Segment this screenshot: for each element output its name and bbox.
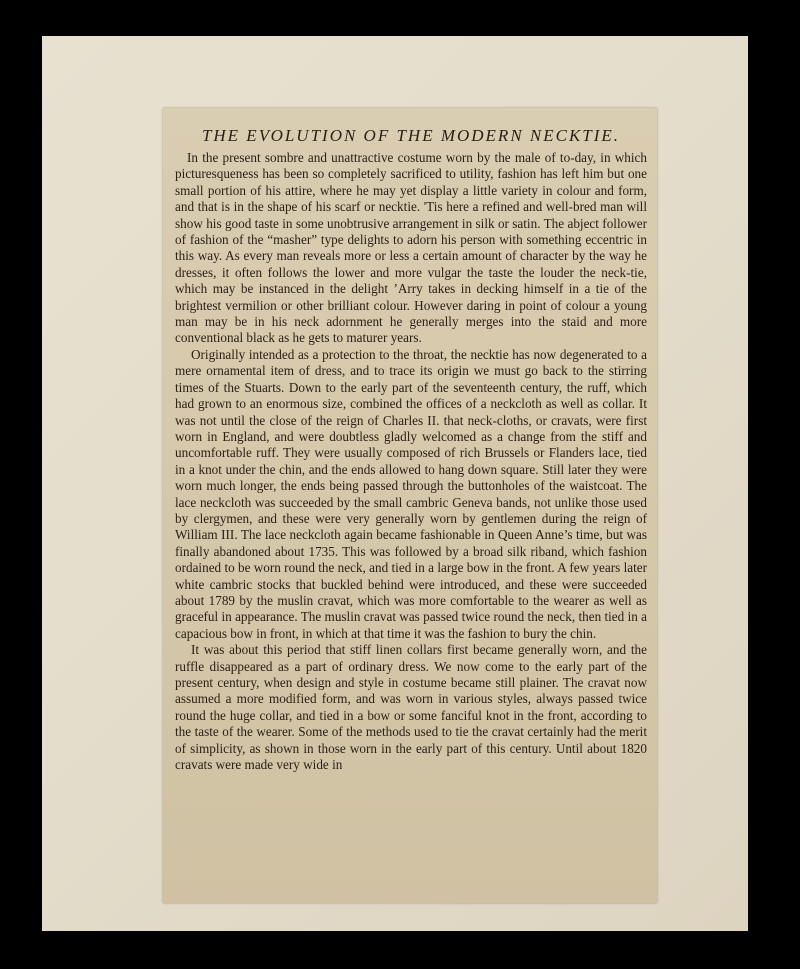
article-paragraph-3: It was about this period that stiff linen collars first became generally worn, and the ruffle disappeared as a part of ordinary dress. We now come to the early part of the present century, when design and style in costume became still plainer. The cravat now assumed a more modified form, and was worn in various styles, always passed twice round the huge collar, and tied in a bow or some fanciful knot in the front, according to the taste of the wearer. Some of the methods used to tie the cravat certainly had the merit of simplicity, as shown in those worn in the early part of this century. Until about 1820 cravats were made very wide in — [175, 642, 647, 773]
article-paragraph-1: In the present sombre and unattractive costume worn by the male of to-day, in which picturesqueness has been so completely sacrificed to utility, fashion has left him but one small portion of his attire, where he may yet display a little variety in colour and form, and that is in the shape of his scarf or necktie. 'Tis here a refined and well-bred man will show his good taste in some unobtrusive arrangement in silk or satin. The abject follower of fashion of the “masher” type delights to adorn his person with something eccentric in this way. As every man reveals more or less a certain amount of character by the way he dresses, it often follows the lower and more vulgar the taste the louder the neck-tie, which may be instanced in the delight ’Arry takes in decking himself in a tie of the brightest vermilion or other brilliant colour. However daring in point of colour a young man may be in his neck adornment he generally merges into the staid and more conventional black as he gets to maturer years. — [175, 150, 647, 346]
article-paragraph-2: Originally intended as a protection to the throat, the necktie has now degenerated to a mere ornamental item of dress, and to trace its origin we must go back to the stirring times of the Stuarts. Down to the early part of the seventeenth century, the ruff, which had grown to an enormous size, combined the offices of a neckcloth as well as collar. It was not until the close of the reign of Charles II. that neck-cloths, or cravats, were first worn in England, and were doubtless gladly welcomed as a change from the stiff and uncomfortable ruff. They were usually composed of rich Brussels or Flanders lace, tied in a knot under the chin, and the ends allowed to hang down square. Still later they were worn much longer, the ends being passed through the buttonholes of the waistcoat. The lace neckcloth was succeeded by the small cambric Geneva bands, not unlike those used by clergymen, and these were very generally worn by gentlemen during the reign of William III. The lace neckcloth again became fashionable in Queen Anne’s time, but was finally abandoned about 1735. This was followed by a broad silk riband, which fashion ordained to be worn round the neck, and tied in a large bow in the front. A few years later white cambric stocks that buckled behind were introduced, and these were succeeded about 1789 by the muslin cravat, which was more comfortable to the wearer as well as graceful in appearance. The muslin cravat was passed twice round the neck, then tied in a capacious bow in front, in which at that time it was the fashion to bury the chin. — [175, 346, 647, 641]
newspaper-clipping — [163, 108, 657, 903]
article-title: THE EVOLUTION OF THE MODERN NECKTIE. — [201, 126, 621, 145]
